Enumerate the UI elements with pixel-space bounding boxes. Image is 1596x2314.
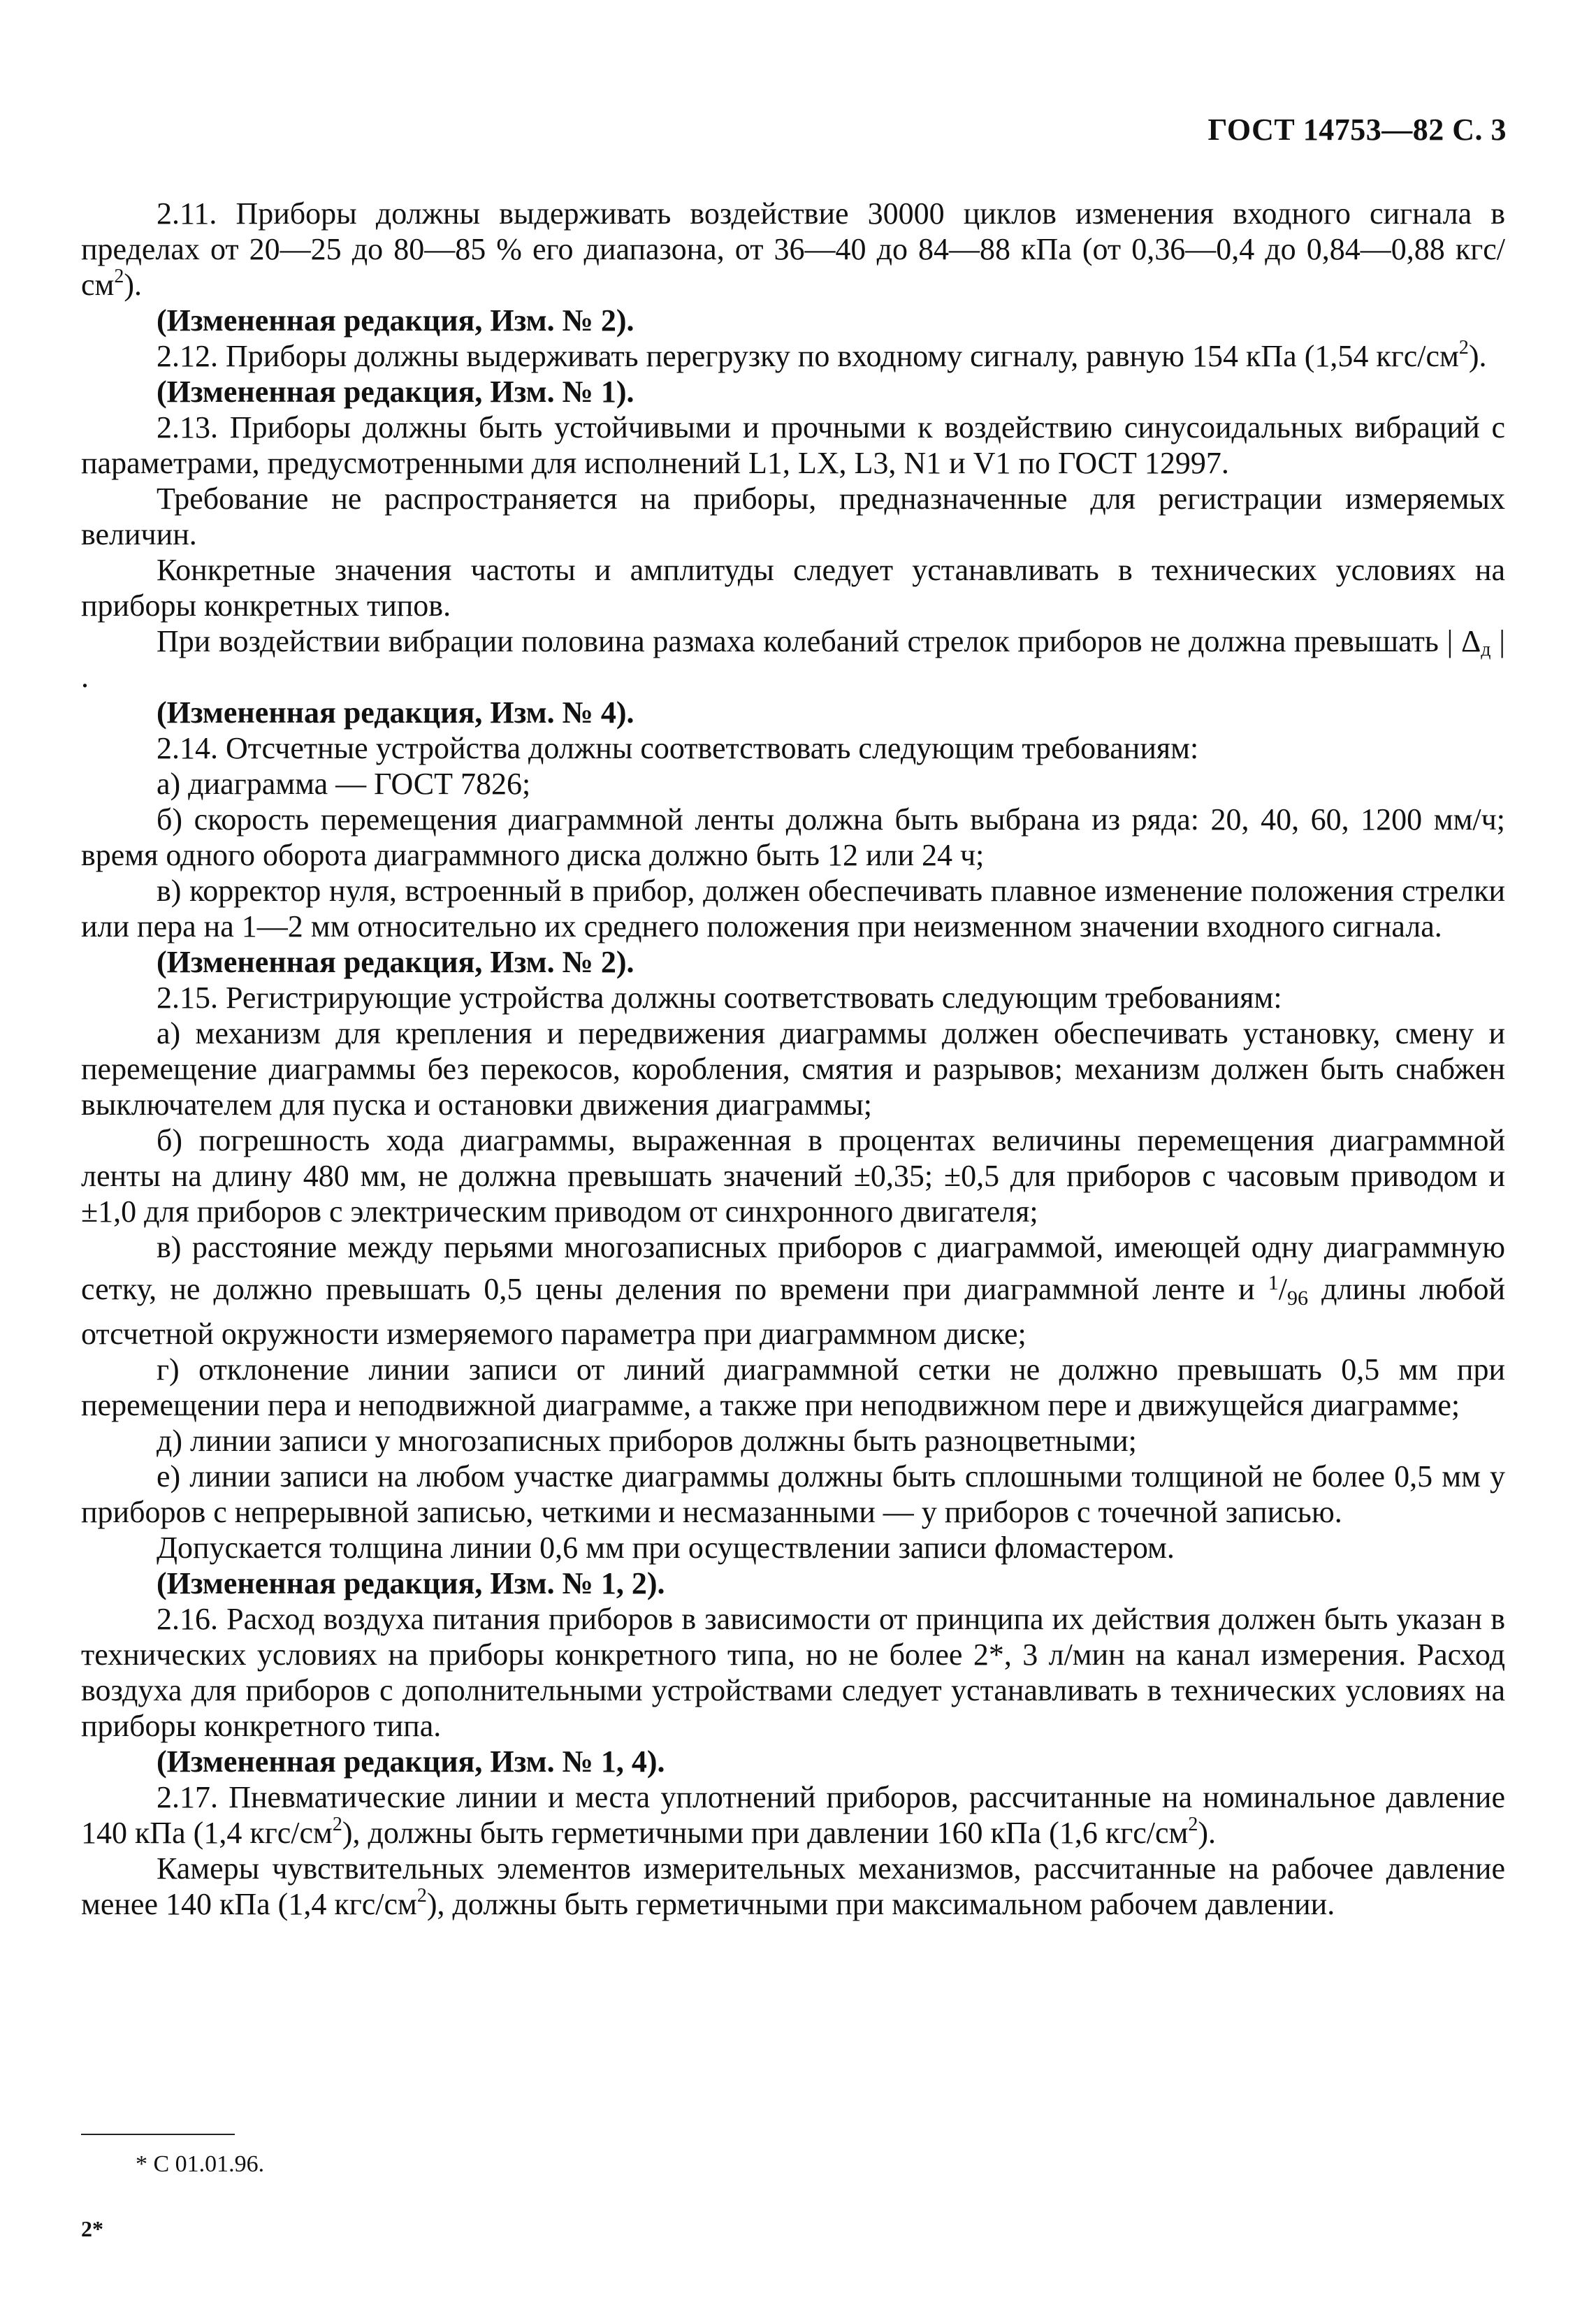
amendment-note: (Измененная редакция, Изм. № 2). <box>157 303 634 338</box>
clause-2-16: 2.16. Расход воздуха питания приборов в зависимости от принципа их действия должен быть указан в технических условиях на приборы конкретного типа, но не более 2*, 3 л/мин на канал измерения. Расход воздуха для приборов с дополнительными устройствами следует устанавливать в технических условиях на приборы конкретного типа. <box>81 1602 1505 1743</box>
paragraph: Требование не распространяется на приборы, предназначенные для регистрации измеряемых величин. <box>81 482 1505 551</box>
amendment-note: (Измененная редакция, Изм. № 4). <box>157 695 634 730</box>
document-body <box>81 196 1505 1922</box>
list-item: в) расстояние между перьями многозаписных приборов с диаграммой, имеющей одну диаграммную сетку, не должно превышать 0,5 цены деления по времени при диаграммной ленте и $^1$/96 длины любой отсчетной окружности измеряемого параметра при диаграммном диске; <box>81 1230 1506 1351</box>
paragraph: Конкретные значения частоты и амплитуды следует устанавливать в технических условиях на приборы конкретных типов. <box>81 553 1505 623</box>
clause-2-12: 2.12. Приборы должны выдерживать перегрузку по входному сигналу, равную 154 кПа (1,54 кгс/$см^2$). <box>157 337 1487 373</box>
list-item: б) погрешность хода диаграммы, выраженная в процентах величины перемещения диаграммной ленты на длину 480 мм, не должна превышать значений ±0,35; ±0,5 для приборов с часовым приводом и ±1,0 для приборов с электрическим приводом от синхронного двигателя; <box>81 1123 1505 1229</box>
page-header: ГОСТ 14753—82 С. 3 <box>1207 113 1507 147</box>
list-item: б) скорость перемещения диаграммной ленты должна быть выбрана из ряда: 20, 40, 60, 1200 мм/ч; время одного оборота диаграммного диска должно быть 12 или 24 ч; <box>81 802 1505 872</box>
clause-2-17: 2.17. Пневматические линии и места уплотнений приборов, рассчитанные на номинальное давление 140 кПа (1,4 кгс/$см^2$), должны быть герметичными при давлении 160 кПа (1,6 кгс/$см^2$). <box>81 1780 1505 1850</box>
amendment-note: (Измененная редакция, Изм. № 1, 2). <box>157 1566 665 1600</box>
footnote: * С 01.01.96. <box>136 2151 265 2177</box>
clause-2-13: 2.13. Приборы должны быть устойчивыми и прочными к воздействию синусоидальных вибраций с параметрами, предусмотренными для исполнений L1, LX, L3, N1 и V1 по ГОСТ 12997. <box>81 410 1505 480</box>
paragraph: При воздействии вибрации половина размаха колебаний стрелок приборов не должна превышать | $\Delta_д$ | . <box>81 624 1505 694</box>
footnote-divider <box>81 2134 235 2135</box>
amendment-note: (Измененная редакция, Изм. № 1). <box>157 375 634 409</box>
list-item: д) линии записи у многозаписных приборов должны быть разноцветными; <box>157 1424 1137 1458</box>
amendment-note: (Измененная редакция, Изм. № 2). <box>157 945 634 979</box>
amendment-note: (Измененная редакция, Изм. № 1, 4). <box>157 1744 665 1779</box>
list-item: г) отклонение линии записи от линий диаграммной сетки не должно превышать 0,5 мм при перемещении пера и неподвижной диаграмме, а также при неподвижном пере и движущейся диаграмме; <box>81 1352 1505 1422</box>
list-item: е) линии записи на любом участке диаграммы должны быть сплошными толщиной не более 0,5 мм у приборов с непрерывной записью, четкими и несмазанными — у приборов с точечной записью. <box>81 1459 1505 1529</box>
list-item: в) корректор нуля, встроенный в прибор, должен обеспечивать плавное изменение положения стрелки или пера на 1—2 мм относительно их среднего положения при неизменном значении входного сигнала. <box>81 874 1505 943</box>
clause-2-14: 2.14. Отсчетные устройства должны соответствовать следующим требованиям: <box>157 731 1199 765</box>
paragraph: Допускается толщина линии 0,6 мм при осуществлении записи фломастером. <box>157 1531 1175 1565</box>
list-item: а) диаграмма — ГОСТ 7826; <box>157 767 531 801</box>
paragraph: Камеры чувствительных элементов измерительных механизмов, рассчитанные на рабочее давление менее 140 кПа (1,4 кгс/$см^2$), должны быть герметичными при максимальном рабочем давлении. <box>81 1851 1505 1921</box>
clause-2-11: 2.11. Приборы должны выдерживать воздействие 30000 циклов изменения входного сигнала в пределах от 20—25 до 80—85 % его диапазона, от 36—40 до 84—88 кПа (от 0,36—0,4 до 0,84—0,88 кгс/$см^2$). <box>81 196 1505 302</box>
list-item: а) механизм для крепления и передвижения диаграммы должен обеспечивать установку, смену и перемещение диаграммы без перекосов, коробления, смятия и разрывов; механизм должен быть снабжен выключателем для пуска и остановки движения диаграммы; <box>81 1016 1505 1122</box>
clause-2-15: 2.15. Регистрирующие устройства должны соответствовать следующим требованиям: <box>157 981 1282 1015</box>
page-mark: 2* <box>81 2216 103 2241</box>
